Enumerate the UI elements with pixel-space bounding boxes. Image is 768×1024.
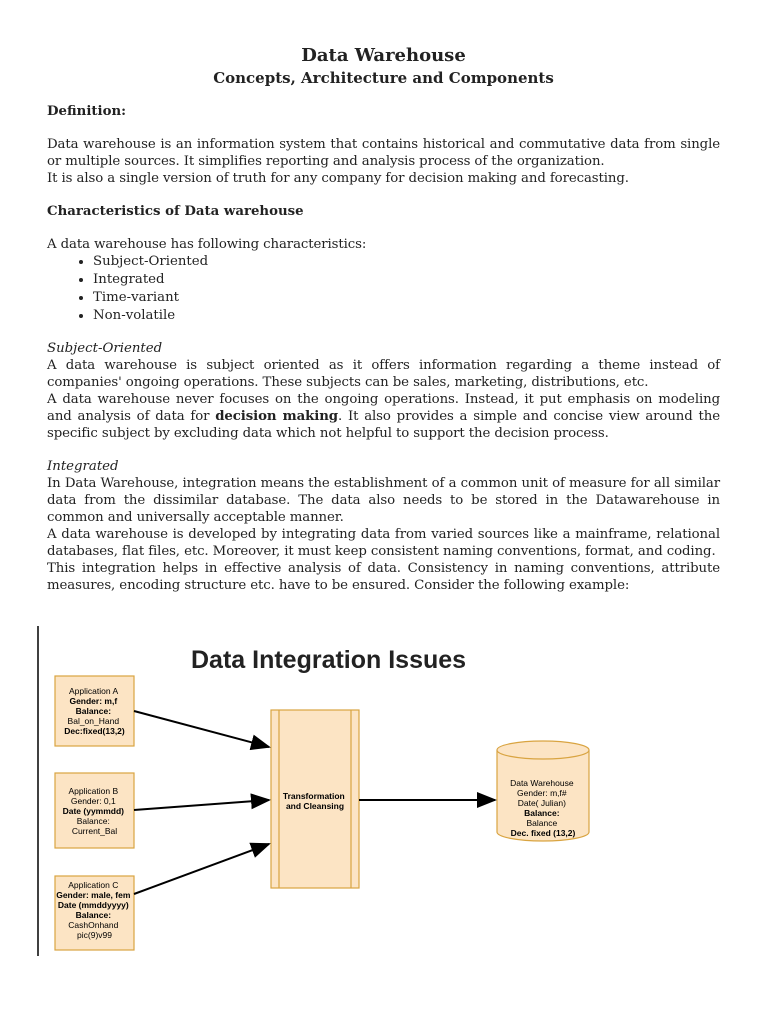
list-item: • Time-variant bbox=[93, 289, 720, 307]
subject-oriented-paragraph-2 bbox=[47, 391, 720, 442]
warehouse-line: Dec. fixed (13,2) bbox=[510, 828, 576, 838]
characteristics-list bbox=[47, 253, 720, 325]
arrow-a-to-transform bbox=[134, 711, 269, 747]
subject-oriented-heading: Subject-Oriented bbox=[47, 341, 163, 356]
data-warehouse-cylinder bbox=[497, 741, 589, 841]
list-item: • Non-volatile bbox=[93, 307, 720, 325]
list-item: • Integrated bbox=[93, 271, 720, 289]
app-c-line: Balance: bbox=[75, 910, 112, 920]
paragraph-text: . It also provides a simple and concise view around the specific subject by excluding data which not helpful to support the decision process. bbox=[47, 409, 720, 441]
app-a-line: Bal_on_Hand bbox=[67, 716, 120, 726]
warehouse-line: Data Warehouse bbox=[510, 778, 574, 788]
bold-phrase: decision making bbox=[215, 409, 338, 424]
characteristics-intro: A data warehouse has following characteristics: bbox=[47, 237, 367, 252]
app-c-line: CashOnhand bbox=[68, 920, 119, 930]
app-c-line: Date (mmddyyyy) bbox=[57, 900, 129, 910]
diagram-canvas bbox=[37, 626, 657, 956]
diagram-title: Data Integration Issues bbox=[191, 646, 467, 674]
application-b-box bbox=[55, 773, 134, 848]
integrated-paragraph-3: This integration helps in effective analysis of data. Consistency in naming conventions, attribute measures, encoding structure etc. have to be ensured. Consider the following example: bbox=[47, 561, 720, 593]
application-c-box bbox=[55, 876, 134, 950]
app-b-line: Date (yymmdd) bbox=[62, 806, 125, 816]
subject-oriented-paragraph-1: A data warehouse is subject oriented as it offers information regarding a theme instead of companies' ongoing operations. These subjects can be sales, marketing, distributions, etc. bbox=[47, 358, 720, 390]
svg-text:Application B Gender: bbox=[63, 786, 127, 836]
arrow-c-to-transform bbox=[134, 844, 269, 894]
app-c-line: pic(9)v99 bbox=[77, 930, 112, 940]
svg-text:Transformation and Cle bbox=[283, 791, 347, 811]
transformation-box bbox=[271, 710, 359, 888]
document-title: Data Warehouse bbox=[301, 45, 466, 66]
definition-heading: Definition: bbox=[47, 104, 127, 119]
warehouse-line: Balance bbox=[526, 818, 558, 828]
app-b-line: Current_Bal bbox=[71, 826, 118, 836]
app-c-line: Gender: male, fem bbox=[56, 890, 131, 900]
integrated-heading: Integrated bbox=[47, 459, 119, 474]
app-a-line: Dec:fixed(13,2) bbox=[64, 726, 125, 736]
app-a-line: Balance: bbox=[75, 706, 112, 716]
app-c-line: Application C bbox=[68, 880, 119, 890]
app-b-line: Balance: bbox=[76, 816, 110, 826]
definition-paragraph-2: It is also a single version of truth for any company for decision making and forecasting. bbox=[47, 171, 629, 186]
app-a-line: Application A bbox=[68, 686, 118, 696]
integrated-paragraph-1: In Data Warehouse, integration means the establishment of a common unit of measure for all similar data from the dissimilar database. The data also needs to be stored in the Datawarehouse in common and universally acceptable manner. bbox=[47, 476, 720, 525]
transform-line: Transformation bbox=[282, 791, 345, 801]
document-subtitle: Concepts, Architecture and Components bbox=[213, 69, 554, 87]
data-integration-diagram bbox=[37, 626, 657, 956]
app-b-line: Gender: 0,1 bbox=[70, 796, 116, 806]
integrated-paragraph-2: A data warehouse is developed by integrating data from varied sources like a mainframe, relational databases, flat files, etc. Moreover, it must keep consistent naming conventions, format, and coding. bbox=[47, 527, 720, 559]
warehouse-line: Date( Julian) bbox=[517, 798, 566, 808]
application-a-box bbox=[55, 676, 134, 746]
document-page bbox=[47, 44, 720, 594]
transform-line: and Cleansing bbox=[285, 801, 345, 811]
warehouse-line: Gender: m,f# bbox=[517, 788, 567, 798]
arrow-b-to-transform bbox=[134, 800, 269, 810]
app-b-line: Application B bbox=[68, 786, 119, 796]
list-item: • Subject-Oriented bbox=[93, 253, 720, 271]
characteristics-heading: Characteristics of Data warehouse bbox=[47, 204, 304, 219]
definition-paragraph-1: Data warehouse is an information system that contains historical and commutative data from single or multiple sources. It simplifies reporting and analysis process of the organization. bbox=[47, 137, 720, 169]
warehouse-line: Balance: bbox=[524, 808, 560, 818]
paragraph-text: A data warehouse never focuses on the ongoing operations. Instead, it put emphasis on modeling and analysis of data for bbox=[47, 392, 720, 424]
app-a-line: Gender: m,f bbox=[69, 696, 118, 706]
